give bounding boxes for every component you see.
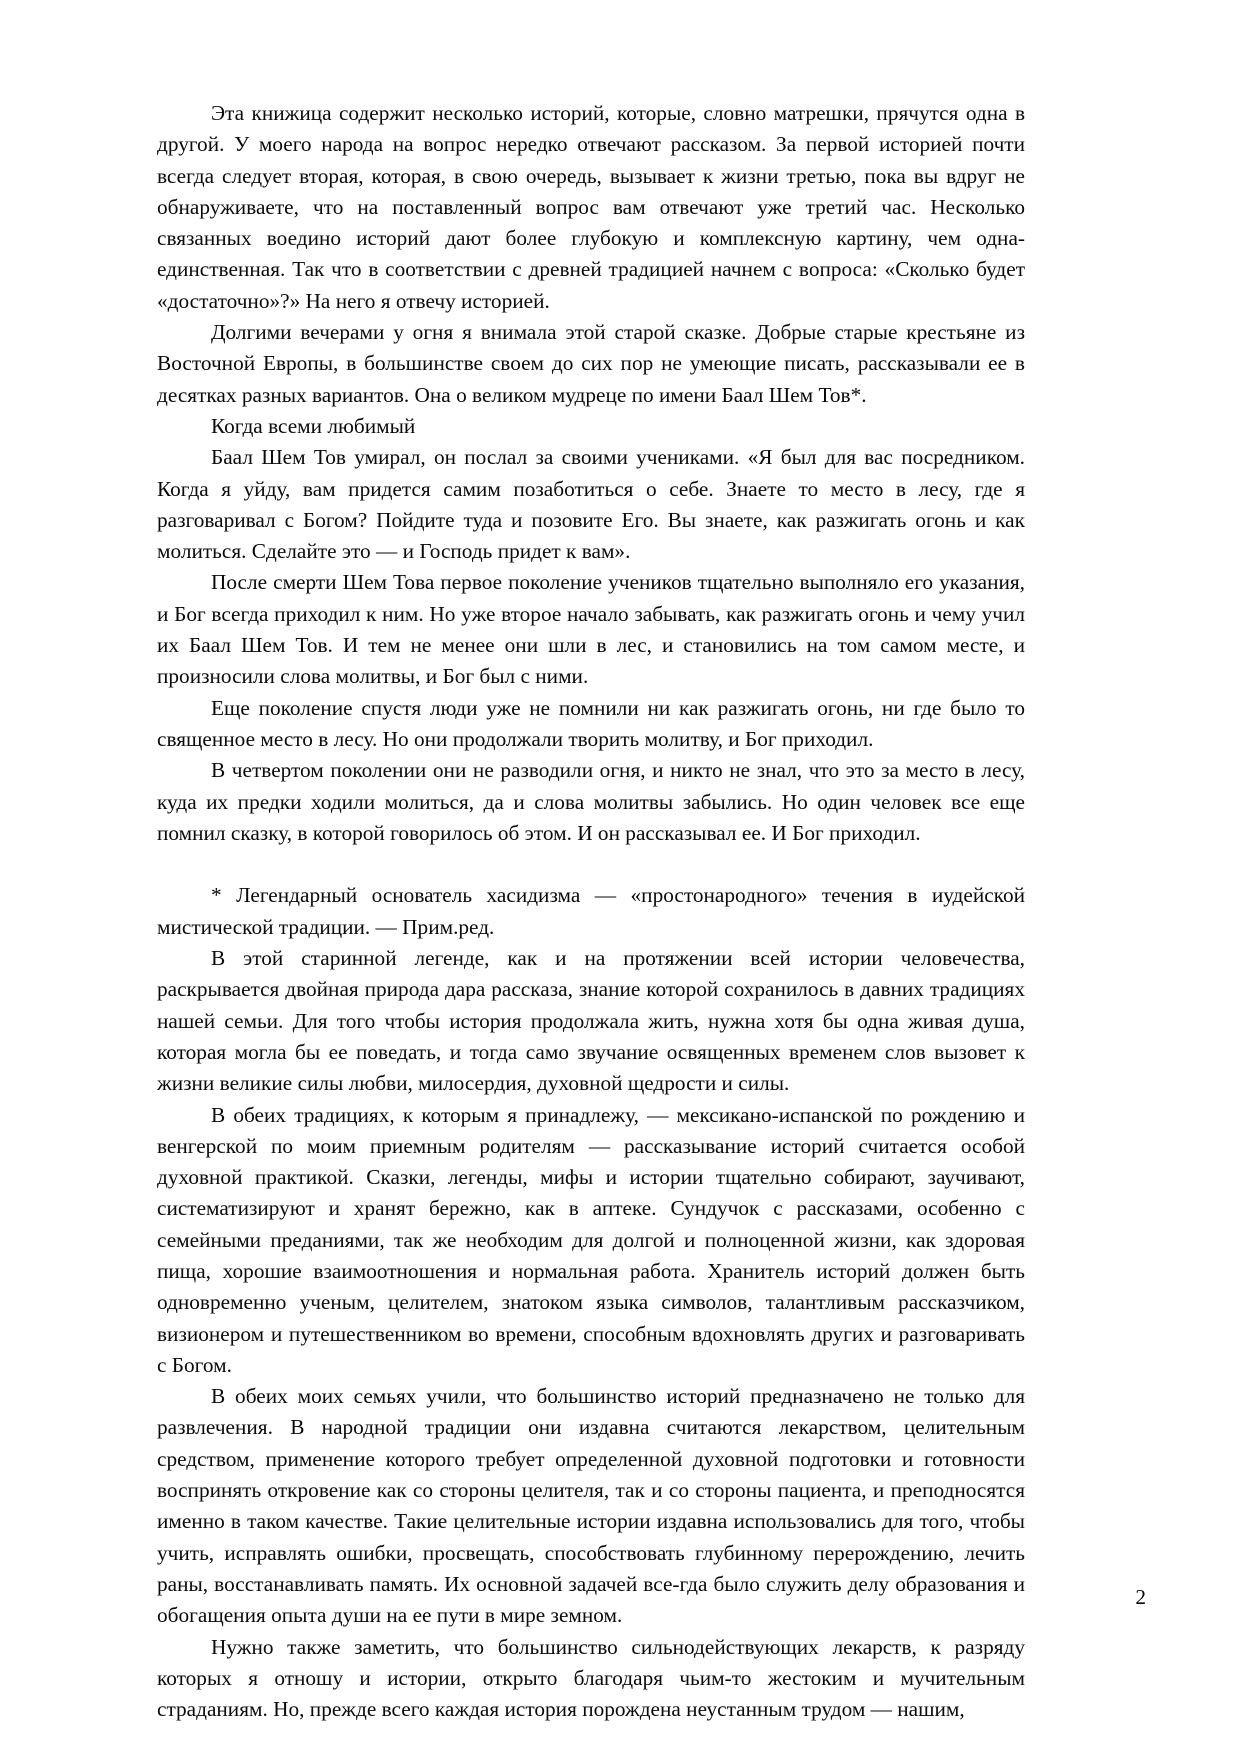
body-paragraph: Когда всеми любимый bbox=[211, 413, 416, 438]
paragraph-gap bbox=[157, 849, 1025, 880]
body-paragraph: Нужно также заметить, что большинство сильнодействующих лекарств, к разряду которых я отношу и истории, открыто благодаря чьим-то жестоким и мучительным страданиям. Но, прежде всего каждая история порождена неустанным трудом — нашим, bbox=[157, 1634, 1025, 1722]
body-paragraph: Долгими вечерами у огня я внимала этой старой сказке. Добрые старые крестьяне из Восточной Европы, в большинстве своем до сих пор не умеющие писать, рассказывали ее в десятках разных вариантов. Она о великом мудреце по имени Баал Шем Тов*. bbox=[157, 320, 1025, 407]
body-paragraph: Эта книжица содержит несколько историй, которые, словно матрешки, прячутся одна в другой. У моего народа на вопрос нередко отвечают рассказом. За первой историей почти всегда следует вторая, которая, в свою очередь, вызывает к жизни третью, пока вы вдруг не обнаруживаете, что на поставленный вопрос вам отвечают уже третий час. Несколько связанных воедино историй дают более глубокую и комплексную картину, чем одна-единственная. Так что в соответствии с древней традицией начнем с вопроса: «Сколько будет «достаточно»?» На него я отвечу историей. bbox=[157, 101, 1025, 313]
body-paragraph: В этой старинной легенде, как и на протяжении всей истории человечества, раскрывается двойная природа дара рассказа, знание которой сохранилось в давних традициях нашей семьи. Для того чтобы история продолжала жить, нужна хотя бы одна живая душа, которая могла бы ее поведать, и тогда само звучание освященных временем слов вызовет к жизни великие силы любви, милосердия, духовной щедрости и силы. bbox=[157, 946, 1025, 1096]
body-paragraph: В обеих моих семьях учили, что большинство историй предназначено не только для развлечения. В народной традиции они издавна считаются лекарством, целительным средством, применение которого требует определенной духовной подготовки и готовности воспринять откровение как со стороны целителя, так и со стороны пациента, и преподносятся именно в таком качестве. Такие целительные истории издавна использовались для того, чтобы учить, исправлять ошибки, просвещать, способствовать глубинному перерождению, лечить раны, восстанавливать память. Их основной задачей все-гда было служить делу образования и обогащения опыта души на ее пути в мире земном. bbox=[157, 1384, 1025, 1628]
body-paragraph: После смерти Шем Това первое поколение учеников тщательно выполняло его указания, и Бог всегда приходил к ним. Но уже второе начало забывать, как разжигать огонь и чему учил их Баал Шем Тов. И тем не менее они шли в лес, и становились на том самом месте, и произносили слова молитвы, и Бог был с ними. bbox=[157, 570, 1025, 689]
body-paragraph: Баал Шем Тов умирал, он послал за своими учениками. «Я был для вас посредником. Когда я уйду, вам придется самим позаботиться о себе. Знаете то место в лесу, где я разговаривал с Богом? Пойдите туда и позовите Его. Вы знаете, как разжигать огонь и как молиться. Сделайте это — и Господь придет к вам». bbox=[157, 445, 1025, 564]
footnote-text: * Легендарный основатель хасидизма — «простонародного» течения в иудейской мистической традиции. — Прим.ред. bbox=[157, 883, 1025, 939]
text-column bbox=[157, 98, 1025, 1725]
body-paragraph: Еще поколение спустя люди уже не помнили ни как разжигать огонь, ни где было то священное место в лесу. Но они продолжали творить молитву, и Бог приходил. bbox=[157, 695, 1025, 751]
page-number: 2 bbox=[1135, 1584, 1146, 1609]
body-paragraph: В обеих традициях, к которым я принадлежу, — мексикано-испанской по рождению и венгерской по моим приемным родителям — рассказывание историй считается особой духовной практикой. Сказки, легенды, мифы и истории тщательно собирают, заучивают, систематизируют и хранят бережно, как в аптеке. Сундучок с рассказами, особенно с семейными преданиями, так же необходим для долгой и полноценной жизни, как здоровая пища, хорошие взаимоотношения и нормальная работа. Хранитель историй должен быть одновременно ученым, целителем, знатоком языка символов, талантливым рассказчиком, визионером и путешественником во времени, способным вдохновлять других и разговаривать с Богом. bbox=[157, 1102, 1025, 1377]
body-paragraph: В четвертом поколении они не разводили огня, и никто не знал, что это за место в лесу, куда их предки ходили молиться, да и слова молитвы забылись. Но один человек все еще помнил сказку, в которой говорилось об этом. И он рассказывал ее. И Бог приходил. bbox=[157, 758, 1025, 845]
